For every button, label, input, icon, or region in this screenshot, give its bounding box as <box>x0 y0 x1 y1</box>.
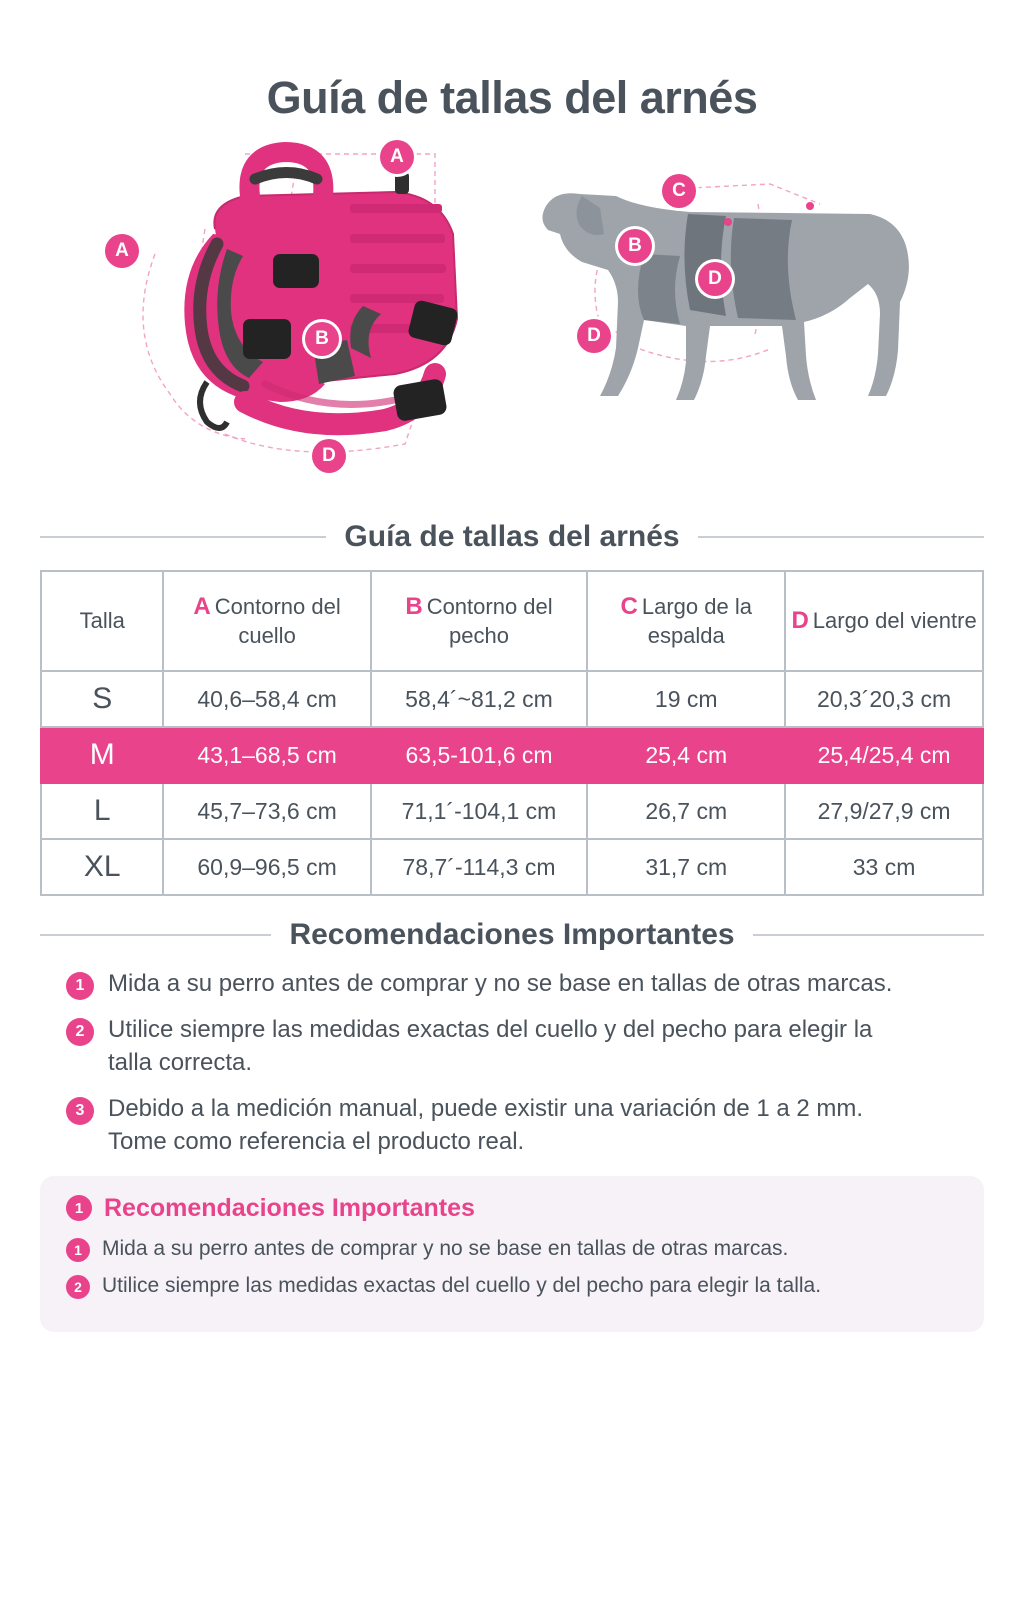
divider-left <box>40 536 326 538</box>
cell-neck: 43,1–68,5 cm <box>163 727 370 783</box>
marker-badge-b-harness: B <box>305 322 339 356</box>
cell-size: M <box>41 727 163 783</box>
cell-chest: 78,7´-114,3 cm <box>371 839 588 895</box>
table-heading-text: Guía de tallas del arnés <box>344 520 680 553</box>
column-letter-a: A <box>193 593 211 621</box>
column-letter-c: C <box>620 593 638 621</box>
list-item <box>66 1093 974 1158</box>
cell-belly: 33 cm <box>785 839 983 895</box>
cell-belly: 25,4/25,4 cm <box>785 727 983 783</box>
table-header-row <box>41 571 983 671</box>
list-number-badge: 1 <box>66 972 94 1000</box>
marker-badge-a-top: A <box>380 140 414 174</box>
panel-badge: 1 <box>66 1195 92 1221</box>
table-row <box>41 839 983 895</box>
cell-belly: 20,3´20,3 cm <box>785 671 983 727</box>
table-row-highlighted <box>41 727 983 783</box>
panel-item-number: 2 <box>66 1275 90 1299</box>
list-item-text: Utilice siempre las medidas exactas del cuello y del pecho para elegir la talla correcta. <box>108 1016 873 1076</box>
list-number-badge: 3 <box>66 1097 94 1125</box>
cell-back: 31,7 cm <box>587 839 785 895</box>
cell-size: XL <box>41 839 163 895</box>
table-body <box>41 671 983 895</box>
cell-neck: 40,6–58,4 cm <box>163 671 370 727</box>
recommendations-heading-text: Recomendaciones Importantes <box>289 918 735 951</box>
table-row <box>41 783 983 839</box>
cell-size: L <box>41 783 163 839</box>
harness-illustration <box>95 134 495 494</box>
column-header-chest <box>371 571 588 671</box>
column-letter-d: D <box>791 607 809 634</box>
table-row <box>41 671 983 727</box>
column-header-neck <box>163 571 370 671</box>
cell-back: 25,4 cm <box>587 727 785 783</box>
table-section-heading <box>40 520 984 554</box>
marker-badge-d-harness: D <box>312 439 346 473</box>
list-item <box>66 968 974 1000</box>
page-title: Guía de tallas del arnés <box>266 72 758 123</box>
marker-badge-d-dog-2: D <box>577 319 611 353</box>
recommendations-heading <box>40 918 984 952</box>
cell-chest: 63,5-101,6 cm <box>371 727 588 783</box>
cell-back: 26,7 cm <box>587 783 785 839</box>
panel-item-number: 1 <box>66 1238 90 1262</box>
panel-title: Recomendaciones Importantes <box>104 1193 475 1222</box>
panel-item-text: Utilice siempre las medidas exactas del cuello y del pecho para elegir la talla. <box>102 1274 822 1298</box>
cell-chest: 58,4´~81,2 cm <box>371 671 588 727</box>
size-table <box>40 570 984 896</box>
column-label-back: Largo de la espalda <box>641 594 752 649</box>
cell-size: S <box>41 671 163 727</box>
list-item <box>66 1014 974 1079</box>
cell-back: 19 cm <box>587 671 785 727</box>
table-header <box>41 571 983 671</box>
marker-badge-a-left: A <box>105 234 139 268</box>
list-number-badge: 2 <box>66 1018 94 1046</box>
list-item-text: Debido a la medición manual, puede existir una variación de 1 a 2 mm. Tome como referencia el producto real. <box>108 1095 864 1155</box>
column-letter-b: B <box>405 593 423 621</box>
marker-badge-d-dog: D <box>698 262 732 296</box>
cell-neck: 60,9–96,5 cm <box>163 839 370 895</box>
panel-list-item <box>66 1235 958 1262</box>
cell-neck: 45,7–73,6 cm <box>163 783 370 839</box>
column-label-neck: Contorno del cuello <box>214 594 341 649</box>
divider-right <box>698 536 984 538</box>
panel-item-text: Mida a su perro antes de comprar y no se base en tallas de otras marcas. <box>102 1236 789 1260</box>
panel-header <box>66 1194 958 1223</box>
list-item-text: Mida a su perro antes de comprar y no se base en tallas de otras marcas. <box>108 970 893 997</box>
column-label-chest: Contorno del pecho <box>426 594 553 649</box>
cell-belly: 27,9/27,9 cm <box>785 783 983 839</box>
recommendations-list <box>40 968 984 1158</box>
divider-right-2 <box>753 934 984 936</box>
column-header-belly <box>785 571 983 671</box>
column-label-belly: Largo del vientre <box>812 608 977 633</box>
illustration-area <box>40 134 984 514</box>
marker-badge-b-dog: B <box>618 229 652 263</box>
marker-badge-c-dog: C <box>662 174 696 208</box>
column-header-size: Talla <box>41 571 163 671</box>
column-header-back <box>587 571 785 671</box>
divider-left-2 <box>40 934 271 936</box>
size-guide-page <box>0 72 1024 1608</box>
cell-chest: 71,1´-104,1 cm <box>371 783 588 839</box>
panel-list-item <box>66 1272 958 1299</box>
bottom-recommendations-panel <box>40 1176 984 1332</box>
